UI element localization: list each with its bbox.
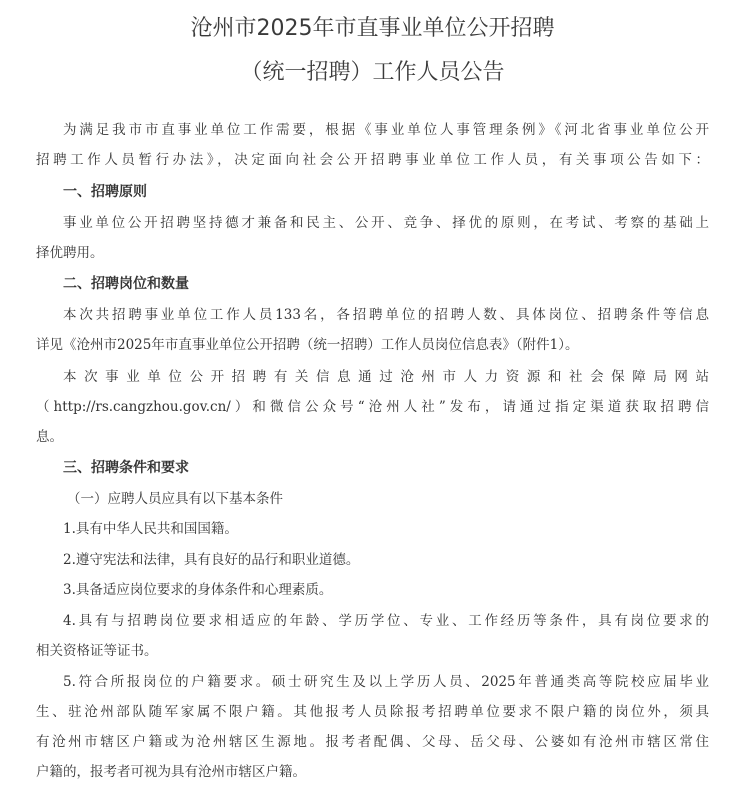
intro-line-1: 为满足我市市直事业单位工作需要，根据《事业单位人事管理条例》《河北省事业单位公开 [63, 122, 709, 138]
section-3-item-1: 1.具有中华人民共和国国籍。 [63, 521, 238, 537]
section-3-item-2: 2.遵守宪法和法律，具有良好的品行和职业道德。 [63, 552, 360, 568]
section-2-p2-line-3: 息。 [36, 429, 63, 445]
title-line-1: 沧州市2025年市直事业单位公开招聘 [190, 16, 555, 41]
section-3-item-5-line-4: 户籍的，报考者可视为具有沧州市辖区户籍。 [36, 764, 306, 780]
section-3-sub-heading: （一）应聘人员应具有以下基本条件 [67, 491, 283, 507]
section-1-line-2: 择优聘用。 [36, 245, 104, 261]
section-2-p1-line-1: 本次共招聘事业单位工作人员133名，各招聘单位的招聘人数、具体岗位、招聘条件等信息 [63, 307, 709, 323]
title-line-2: （统一招聘）工作人员公告 [240, 60, 505, 85]
section-3-item-4-line-2: 相关资格证等证书。 [36, 643, 158, 659]
section-3-item-4-line-1: 4.具有与招聘岗位要求相适应的年龄、学历学位、专业、工作经历等条件，具有岗位要求的 [63, 613, 709, 629]
section-2-p2-line-1: 本次事业单位公开招聘有关信息通过沧州市人力资源和社会保障局网站 [63, 369, 709, 385]
section-1-heading: 一、招聘原则 [63, 184, 147, 200]
intro-line-2: 招聘工作人员暂行办法》，决定面向社会公开招聘事业单位工作人员，有关事项公告如下： [36, 152, 709, 168]
section-2-p2-line-2: （http://rs.cangzhou.gov.cn/）和微信公众号“沧州人社”发布，请通过指定渠道获取招聘信 [36, 399, 709, 415]
section-2-heading: 二、招聘岗位和数量 [63, 276, 189, 292]
section-2-p1-line-2: 详见《沧州市2025年市直事业单位公开招聘（统一招聘）工作人员岗位信息表》（附件1）。 [36, 337, 579, 353]
section-3-item-5-line-3: 有沧州市辖区户籍或为沧州辖区生源地。报考者配偶、父母、岳父母、公婆如有沧州市辖区常住 [36, 734, 709, 750]
section-3-item-3: 3.具备适应岗位要求的身体条件和心理素质。 [63, 582, 333, 598]
section-3-item-5-line-1: 5.符合所报岗位的户籍要求。硕士研究生及以上学历人员、2025年普通类高等院校应届毕业 [63, 674, 709, 690]
section-3-item-5-line-2: 生、驻沧州部队随军家属不限户籍。其他报考人员除报考招聘单位要求不限户籍的岗位外，须具 [36, 704, 709, 720]
section-1-line-1: 事业单位公开招聘坚持德才兼备和民主、公开、竞争、择优的原则，在考试、考察的基础上 [63, 215, 709, 231]
section-3-heading: 三、招聘条件和要求 [63, 460, 189, 476]
